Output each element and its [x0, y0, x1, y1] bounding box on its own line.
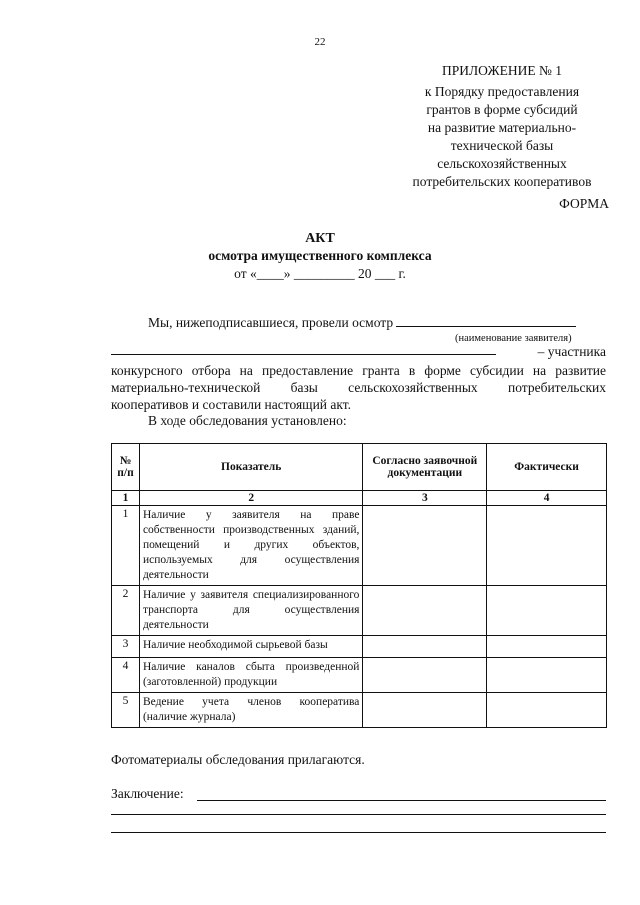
column-number: 2 — [139, 491, 362, 506]
applicant-continuation-line — [111, 344, 606, 362]
intro-text: Мы, нижеподписавшиеся, провели осмотр — [148, 315, 394, 330]
row-actual-cell[interactable] — [487, 693, 607, 728]
appendix-title: ПРИЛОЖЕНИЕ № 1 — [441, 63, 563, 78]
column-number: 3 — [363, 491, 487, 506]
page-number: 22 — [314, 36, 326, 48]
paragraph-line: конкурсного отбора на предоставление гранта в форме субсидии на развитие — [111, 363, 606, 378]
conclusion-field[interactable] — [197, 800, 606, 801]
header-number: № п/п — [112, 444, 140, 491]
table-row — [112, 693, 607, 728]
row-indicator: Наличие у заявителя специализированного транспорта для осуществления деятельности — [139, 586, 362, 636]
row-actual-cell[interactable] — [487, 506, 607, 586]
conclusion-field-line-2[interactable] — [111, 814, 606, 815]
appendix-line: на развитие материально- — [427, 120, 577, 135]
table-row — [112, 586, 607, 636]
participant-word: – участника — [537, 344, 606, 359]
row-indicator: Ведение учета членов кооператива (наличие журнала) — [139, 693, 362, 728]
row-per-documentation-cell[interactable] — [363, 506, 487, 586]
appendix-line: грантов в форме субсидий — [426, 102, 578, 117]
applicant-caption: (наименование заявителя) — [455, 333, 572, 344]
conclusion-label: Заключение: — [111, 786, 184, 801]
row-per-documentation-cell[interactable] — [363, 636, 487, 658]
row-number: 5 — [112, 693, 140, 728]
column-number: 1 — [112, 491, 140, 506]
photo-materials-text: Фотоматериалы обследования прилагаются. — [111, 752, 365, 767]
row-actual-cell[interactable] — [487, 636, 607, 658]
applicant-name-field[interactable] — [396, 314, 576, 327]
appendix-line: технической базы — [450, 138, 554, 153]
row-actual-cell[interactable] — [487, 658, 607, 693]
row-number: 1 — [112, 506, 140, 586]
row-per-documentation-cell[interactable] — [363, 658, 487, 693]
row-number: 2 — [112, 586, 140, 636]
table-row — [112, 658, 607, 693]
row-actual-cell[interactable] — [487, 586, 607, 636]
table-header-row — [112, 444, 607, 491]
appendix-line: сельскохозяйственных — [437, 156, 567, 171]
intro-line — [148, 314, 576, 331]
row-indicator: Наличие у заявителя на праве собственности производственных зданий, помещений и других объектов, используемых для осуществления деятельности — [139, 506, 362, 586]
appendix-line: потребительских кооперативов — [412, 174, 592, 189]
conclusion-field-line-3[interactable] — [111, 832, 606, 833]
row-indicator: Наличие необходимой сырьевой базы — [139, 636, 362, 658]
column-number: 4 — [487, 491, 607, 506]
header-indicator: Показатель — [139, 444, 362, 491]
act-subtitle: осмотра имущественного комплекса — [208, 248, 432, 263]
row-number: 4 — [112, 658, 140, 693]
inspection-table — [111, 443, 607, 728]
act-title: АКТ — [305, 231, 335, 246]
header-per-documentation: Согласно заявочной документации — [363, 444, 487, 491]
appendix-block — [392, 62, 612, 191]
applicant-name-field-continued[interactable] — [111, 354, 496, 355]
paragraph-line: кооперативов и составили настоящий акт. — [111, 397, 352, 412]
row-indicator: Наличие каналов сбыта произведенной (заготовленной) продукции — [139, 658, 362, 693]
form-label: ФОРМА — [559, 196, 609, 211]
act-paragraph — [111, 362, 606, 413]
row-per-documentation-cell[interactable] — [363, 693, 487, 728]
appendix-line: к Порядку предоставления — [424, 84, 580, 99]
header-actual: Фактически — [487, 444, 607, 491]
table-row — [112, 506, 607, 586]
row-per-documentation-cell[interactable] — [363, 586, 487, 636]
column-number-row — [112, 491, 607, 506]
row-number: 3 — [112, 636, 140, 658]
paragraph-line: материально-технической базы сельскохозяйственных потребительских — [111, 380, 606, 395]
found-text: В ходе обследования установлено: — [148, 413, 347, 428]
conclusion-line — [111, 786, 606, 802]
act-date-line: от «____» _________ 20 ___ г. — [234, 266, 406, 281]
table-row — [112, 636, 607, 658]
